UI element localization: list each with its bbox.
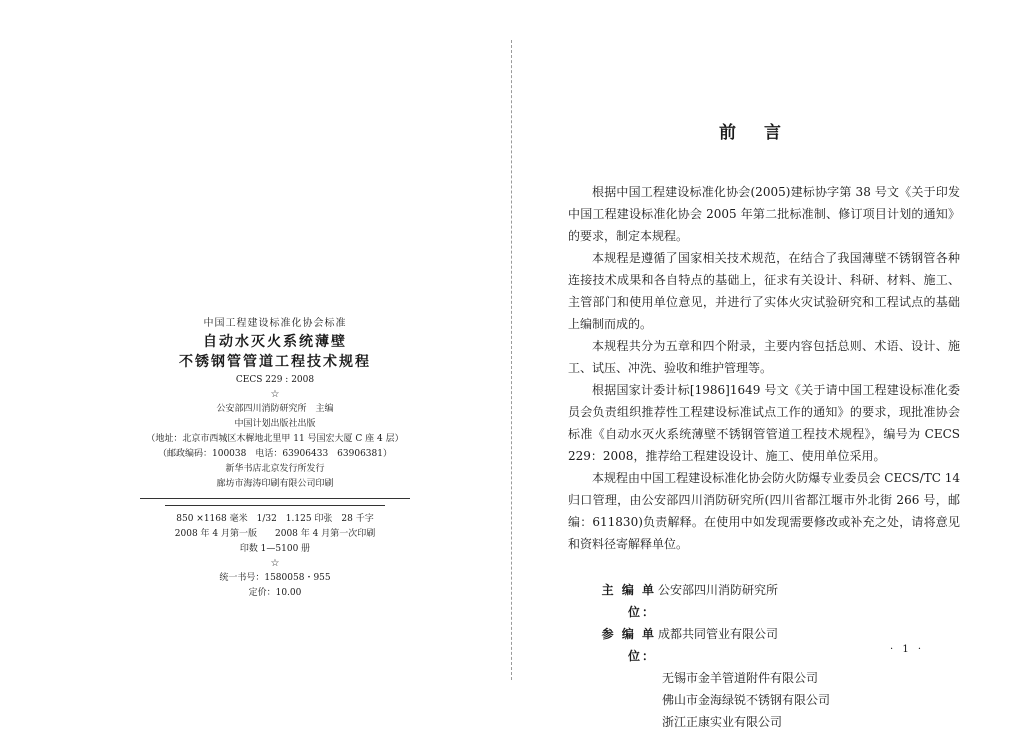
preface-paragraph: 本规程共分为五章和四个附录，主要内容包括总则、术语、设计、施工、试压、冲洗、验收和维护管理等。 <box>568 339 960 375</box>
book-title-line-2: 不锈钢管管道工程技术规程 <box>179 354 371 370</box>
book-title-line-1: 自动水灭火系统薄壁 <box>203 334 347 350</box>
star-ornament: ☆ <box>270 389 280 400</box>
contact-line: （邮政编码：100038 电话：63906433 63906381） <box>158 449 392 459</box>
preface-heading: 前言 <box>719 123 809 143</box>
specs-line: 850 ×1168 毫米 1/32 1.125 印张 28 千字 <box>176 514 374 524</box>
page-number: · 1 · <box>890 644 925 655</box>
editing-units <box>568 579 960 733</box>
editor-line: 公安部四川消防研究所 主编 <box>216 404 334 414</box>
standard-code: CECS 229 : 2008 <box>235 375 315 385</box>
publisher-line: 中国计划出版社出版 <box>234 419 316 429</box>
colophon <box>130 316 420 601</box>
co-editor-unit: 成都共同管业有限公司 <box>658 627 779 641</box>
co-editor-unit: 无锡市金羊管道附件有限公司 <box>662 671 819 685</box>
co-editor-list <box>568 667 960 733</box>
edition-line: 2008 年 4 月第一版 2008 年 4 月第一次印刷 <box>174 529 376 539</box>
address-line: （地址：北京市西城区木樨地北里甲 11 号国宏大厦 C 座 4 层） <box>146 434 404 444</box>
page-fold-divider <box>511 40 512 680</box>
colophon-rule-thin <box>165 505 385 506</box>
chief-editor-label: 主 编 单 位： <box>601 583 656 619</box>
chief-editor-unit: 公安部四川消防研究所 <box>658 583 779 597</box>
preface-paragraph: 本规程是遵循了国家相关技术规范，在结合了我国薄壁不锈钢管各种连接技术成果和各自特点的基础上，征求有关设计、科研、材料、施工、主管部门和使用单位意见，并进行了实体火灾试验研究和工程试点的基础上编制而成的。 <box>568 251 960 331</box>
book-number-line: 统一书号：1580058・955 <box>219 573 331 583</box>
price-line: 定价：10.00 <box>248 588 302 598</box>
star-ornament-2: ☆ <box>270 558 280 569</box>
printer-line: 廊坊市海涛印刷有限公司印刷 <box>216 479 334 489</box>
preface-page <box>568 118 960 733</box>
standard-series: 中国工程建设标准化协会标准 <box>203 318 347 329</box>
preface-paragraph: 根据国家计委计标[1986]1649 号文《关于请中国工程建设标准化委员会负责组织推荐性工程建设标准试点工作的通知》的要求，现批准协会标准《自动水灭火系统薄壁不锈钢管管道工程技术规程》，编号为 CECS 229：2008，推荐给工程建设设计、施工、使用单位采用。 <box>568 383 960 463</box>
colophon-rule <box>140 498 410 499</box>
co-editor-unit: 浙江正康实业有限公司 <box>662 715 783 729</box>
preface-paragraph: 本规程由中国工程建设标准化协会防火防爆专业委员会 CECS/TC 14 归口管理，由公安部四川消防研究所(四川省都江堰市外北街 266 号，邮编：611830)负责解释。在使用中如发现需要修改或补充之处，请将意见和资料径寄解释单位。 <box>568 471 960 551</box>
chief-editor-row <box>568 579 960 623</box>
print-run-line: 印数 1—5100 册 <box>239 544 311 554</box>
co-editor-label: 参 编 单 位： <box>601 627 656 663</box>
distributor-line: 新华书店北京发行所发行 <box>225 464 325 474</box>
co-editor-unit: 佛山市金海绿锐不锈钢有限公司 <box>662 693 831 707</box>
preface-paragraph: 根据中国工程建设标准化协会(2005)建标协字第 38 号文《关于印发中国工程建设标准化协会 2005 年第二批标准制、修订项目计划的通知》的要求，制定本规程。 <box>568 185 960 243</box>
